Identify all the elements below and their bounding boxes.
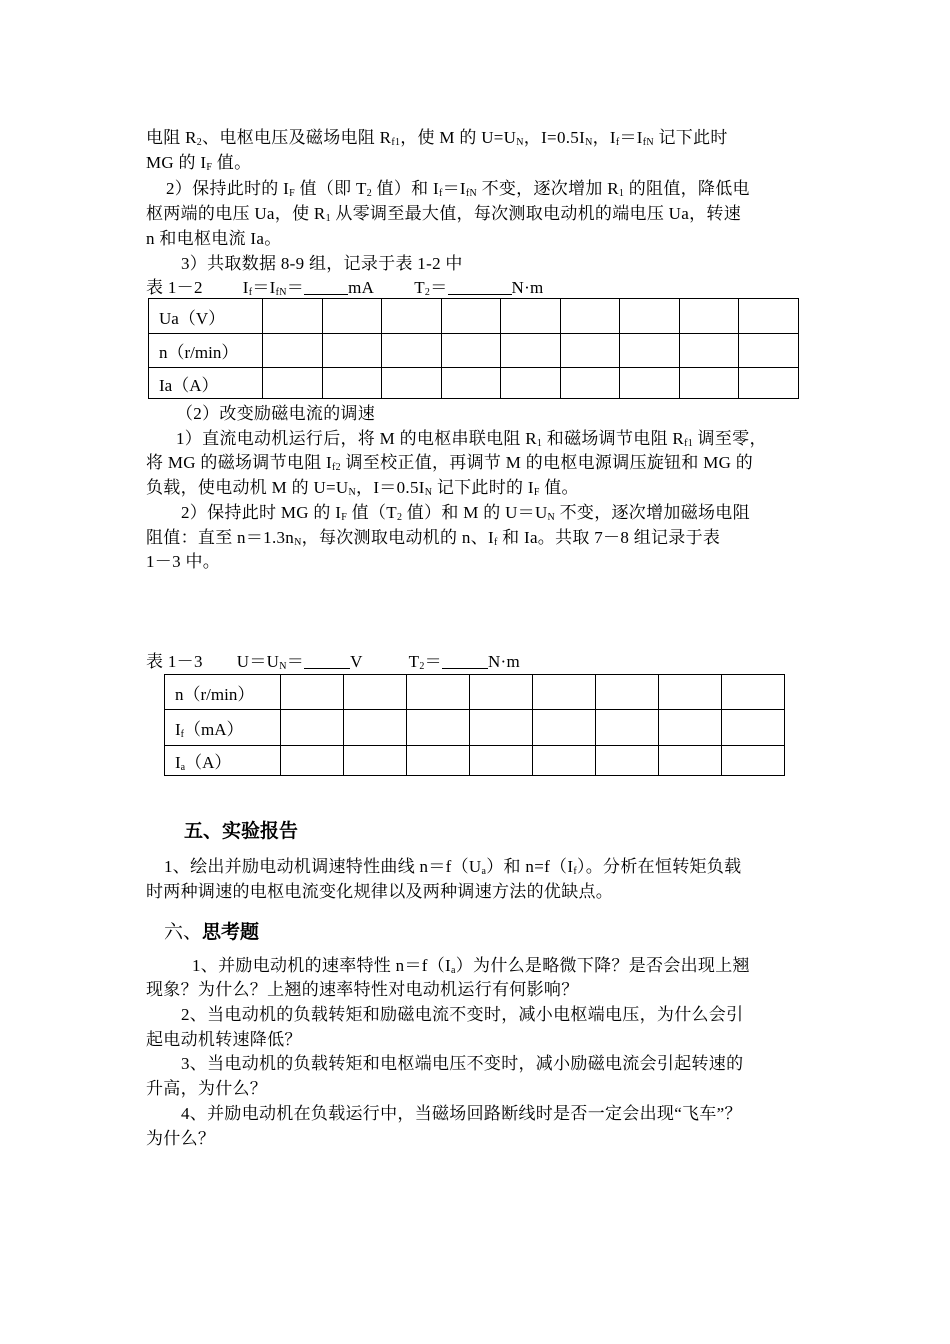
table-1-3 [164, 674, 785, 776]
row-label: Ua（V） [149, 299, 263, 334]
para1-line2: MG 的 $I_F$ 值。 [146, 153, 252, 173]
sec2-p3: 负载，使电动机 M 的 $U=U_N$，$I=0.5I_N$ 记下此时的 $I_F$ 值。 [146, 478, 579, 498]
question-4-line2: 为什么？ [146, 1129, 216, 1148]
blank-field [304, 280, 348, 295]
question-1-line1: 1、并励电动机的速率特性 $n=f(I_a)$为什么是略微下降？是否会出现上翘 [192, 956, 750, 976]
sec2-p5: 阻值：直至 $n=1.3n_N$，每次测取电动机的 n、$I_f$ 和 Ia。共取 7－8 组记录于表 [146, 528, 721, 548]
para2-line3: n 和电枢电流 Ia。 [146, 229, 282, 248]
table12-caption: 表 1－2 $I_f=I_{fN}=$ mA $T_2= N\cdot m$ [146, 278, 544, 298]
question-1-line2: 现象？为什么？上翘的速率特性对电动机运行有何影响？ [146, 980, 579, 999]
row-label: n（r/min） [149, 334, 263, 368]
row-label: $I_f(mA)$ [165, 710, 281, 746]
para2-line1: 2）保持此时的 $I_F$ 值（即 $T_2$ 值）和 $I_f=I_{fN}$ 不变，逐次增加 $R_1$ 的阻值，降低电 [166, 179, 750, 199]
question-3-line2: 升高，为什么？ [146, 1079, 268, 1098]
table-row [165, 675, 785, 710]
table-row [165, 710, 785, 746]
section-6-heading: 六、思考题 [164, 921, 260, 943]
row-label: $I_a(A)$ [165, 746, 281, 776]
table-row [149, 334, 799, 368]
table-row [149, 368, 799, 399]
blank-field [304, 654, 350, 669]
table13-caption: 表 1－3 $U=U_N= V$ $T_2= N\cdot m$ [146, 652, 521, 672]
para2-line2: 枢两端的电压 Ua，使 $R_1$ 从零调至最大值，每次测取电动机的端电压 Ua，转速 [146, 204, 741, 224]
table-1-2 [148, 298, 799, 399]
blank-field [448, 280, 512, 295]
row-label: n（r/min） [165, 675, 281, 710]
sec2-p1: 1）直流电动机运行后，将 M 的电枢串联电阻 $R_1$ 和磁场调节电阻 $R_{f1}$ 调至零， [176, 429, 767, 449]
table-row [149, 299, 799, 334]
sec2-p6: 1－3 中。 [146, 552, 221, 571]
section-5-heading: 五、实验报告 [184, 820, 299, 842]
row-label: Ia（A） [149, 368, 263, 399]
para1-line1: 电阻 $R_2$、电枢电压及磁场电阻 $R_{f1}$，使 M 的 $U=U_N$，$I=0.5I_N$，$I_f=I_{fN}$ 记下此时 [146, 128, 728, 148]
table-row [165, 746, 785, 776]
question-4-line1: 4、并励电动机在负载运行中，当磁场回路断线时是否一定会出现“飞车”？ [181, 1104, 742, 1123]
sec2-p4: 2）保持此时 MG 的 $I_F$ 值（$T_2$ 值）和 M 的 $U=U_N$ 不变，逐次增加磁场电阻 [181, 503, 750, 523]
question-2-line1: 2、当电动机的负载转矩和励磁电流不变时，减小电枢端电压，为什么会引 [181, 1005, 744, 1024]
question-2-line2: 起电动机转速降低？ [146, 1030, 302, 1049]
para3: 3）共取数据 8-9 组，记录于表 1-2 中 [181, 254, 463, 273]
question-3-line1: 3、当电动机的负载转矩和电枢端电压不变时，减小励磁电流会引起转速的 [181, 1054, 744, 1073]
sec2-p2: 将 MG 的磁场调节电阻 $I_{f2}$ 调至校正值，再调节 M 的电枢电源调压旋钮和 MG 的 [146, 453, 754, 473]
blank-field [442, 654, 488, 669]
section-2-title: （2）改变励磁电流的调速 [176, 404, 376, 423]
report-line1: 1、绘出并励电动机调速特性曲线 $n=f(U_a)$和 $n=f(I_f)$。分析在恒转矩负载 [164, 857, 742, 877]
report-line2: 时两种调速的电枢电流变化规律以及两种调速方法的优缺点。 [146, 882, 614, 901]
